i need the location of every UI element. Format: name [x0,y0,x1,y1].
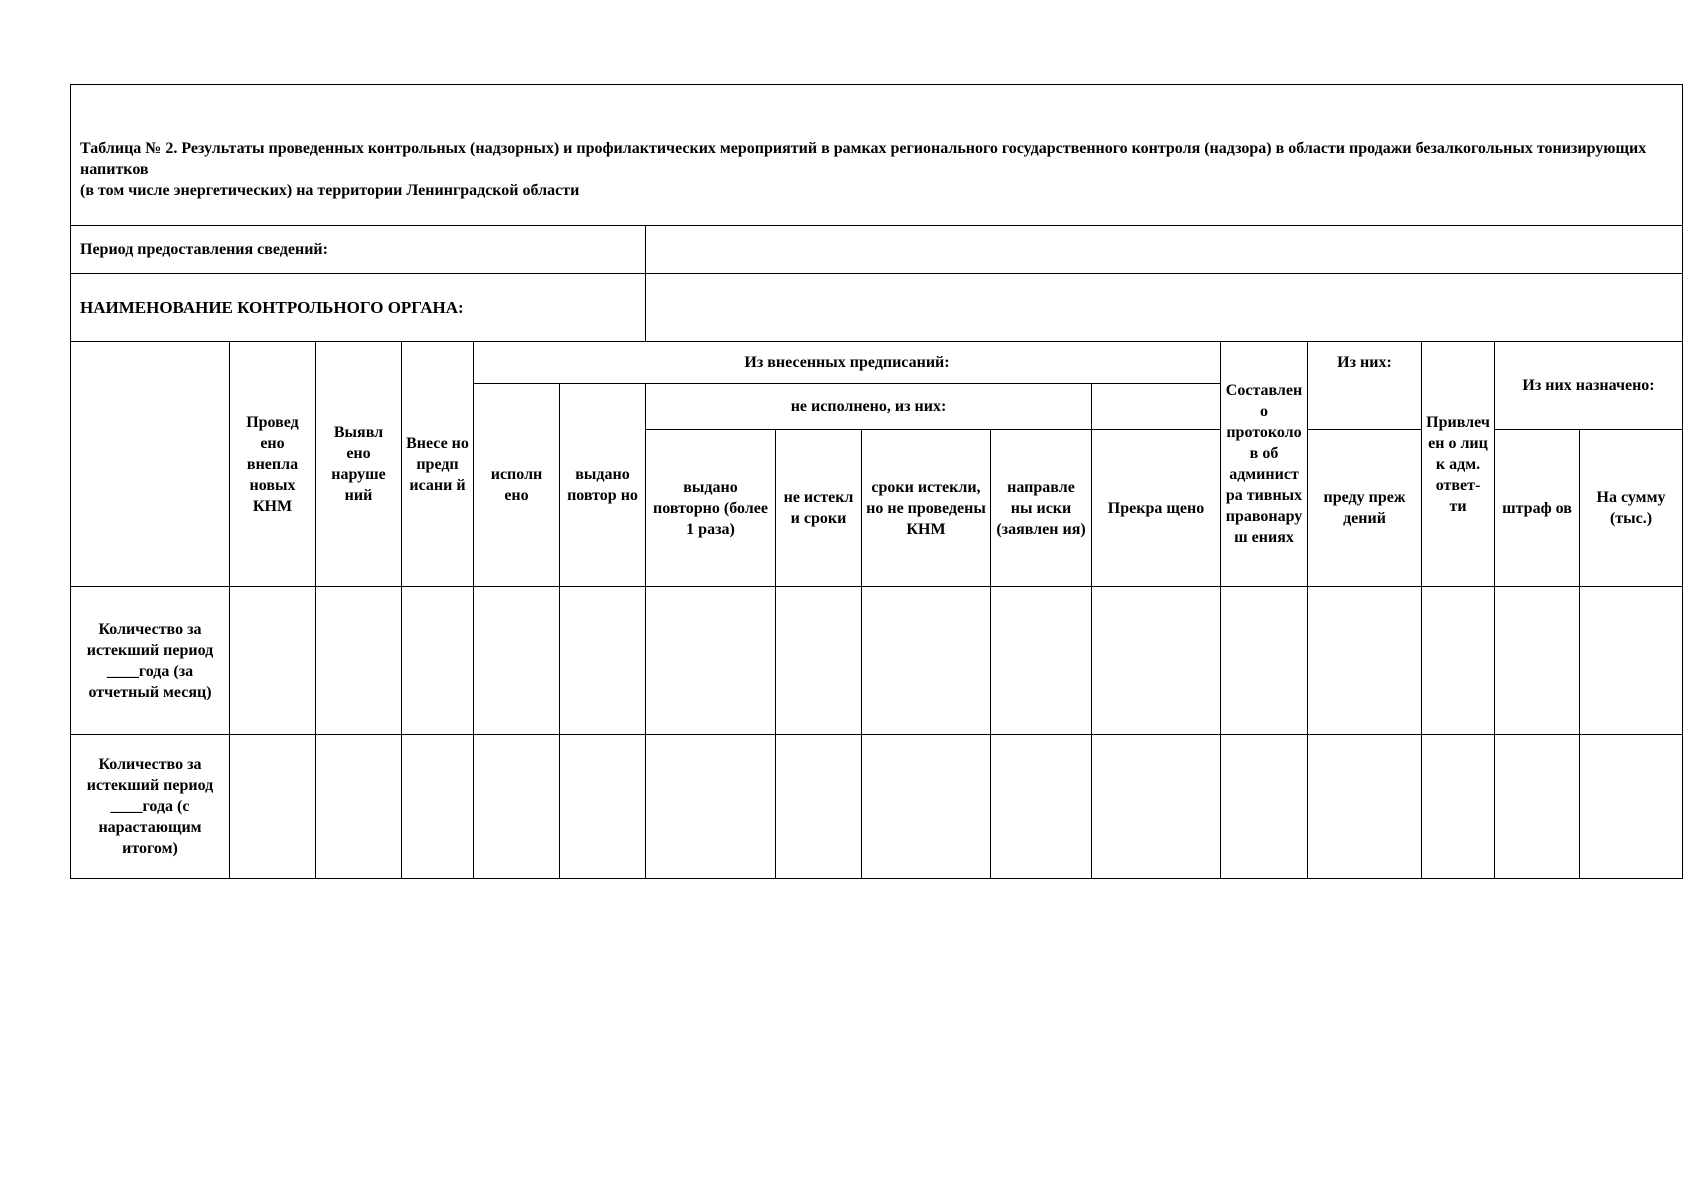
data-cell[interactable] [1221,587,1308,735]
header-reissued-more: выдано повторно (более 1 раза) [646,430,776,587]
header-fines: штраф ов [1495,430,1580,587]
header-protocols: Составлено протоколов об администра тивных правонаруш ениях [1221,342,1308,587]
header-group-of-them: Из них: [1308,342,1422,430]
header-warnings: преду преж дений [1308,430,1422,587]
header-claims: направле ны иски (заявлен ия) [991,430,1092,587]
data-cell[interactable] [646,735,776,879]
period-value-field[interactable] [646,226,1683,274]
data-cell[interactable] [1580,735,1683,879]
header-amount: На сумму (тыс.) [1580,430,1683,587]
data-cell[interactable] [1221,735,1308,879]
report-table [70,84,1683,879]
header-not-expired: не истекл и сроки [776,430,862,587]
header-blank [71,342,230,587]
header-terminated: Прекра щено [1092,430,1221,587]
header-expired-not-conducted: сроки истекли, но не проведены КНМ [862,430,991,587]
data-cell[interactable] [1495,735,1580,879]
data-cell[interactable] [1308,735,1422,879]
header-group-not-executed: не исполнено, из них: [646,384,1092,430]
data-cell[interactable] [1092,735,1221,879]
table-title-line-1: Таблица № 2. Результаты проведенных контрольных (надзорных) и профилактических мероприятий в рамках регионального государственного контроля (надзора) в области продажи безалкогольных тонизирующих напитков [80,139,1647,178]
data-cell[interactable] [1422,587,1495,735]
data-cell[interactable] [991,587,1092,735]
row-label: Количество за истекший период ____года (за отчетный месяц) [71,587,230,735]
data-cell[interactable] [560,735,646,879]
header-reissued: выдано повтор но [560,384,646,587]
header-group-orders: Из внесенных предписаний: [474,342,1221,384]
header-issued-orders: Внесе но предп исани й [402,342,474,587]
row-label: Количество за истекший период ____года (с нарастающим итогом) [71,735,230,879]
data-cell[interactable] [862,587,991,735]
data-cell[interactable] [230,587,316,735]
data-cell[interactable] [474,587,560,735]
data-cell[interactable] [1580,587,1683,735]
table-title-line-2: (в том числе энергетических) на территории Ленинградской области [80,181,580,199]
data-cell[interactable] [776,735,862,879]
report-sheet [70,84,1682,879]
header-persons-liable: Привлечен о лиц к адм. ответ- ти [1422,342,1495,587]
header-group-assigned: Из них назначено: [1495,342,1683,430]
table-row [71,735,1683,879]
data-cell[interactable] [316,735,402,879]
data-cell[interactable] [1422,735,1495,879]
org-label: НАИМЕНОВАНИЕ КОНТРОЛЬНОГО ОРГАНА: [71,274,646,342]
data-cell[interactable] [646,587,776,735]
header-violations: Выявл ено наруше ний [316,342,402,587]
data-cell[interactable] [991,735,1092,879]
data-cell[interactable] [316,587,402,735]
data-cell[interactable] [1092,587,1221,735]
data-cell[interactable] [402,587,474,735]
table-title [71,85,1683,226]
data-cell[interactable] [862,735,991,879]
data-cell[interactable] [402,735,474,879]
org-value-field[interactable] [646,274,1683,342]
data-cell[interactable] [230,735,316,879]
data-cell[interactable] [1308,587,1422,735]
data-cell[interactable] [474,735,560,879]
data-cell[interactable] [1495,587,1580,735]
data-cell[interactable] [776,587,862,735]
table-row [71,587,1683,735]
data-cell[interactable] [560,587,646,735]
period-label: Период предоставления сведений: [71,226,646,274]
header-executed: исполн ено [474,384,560,587]
header-conducted: Провед ено внепла новых КНМ [230,342,316,587]
